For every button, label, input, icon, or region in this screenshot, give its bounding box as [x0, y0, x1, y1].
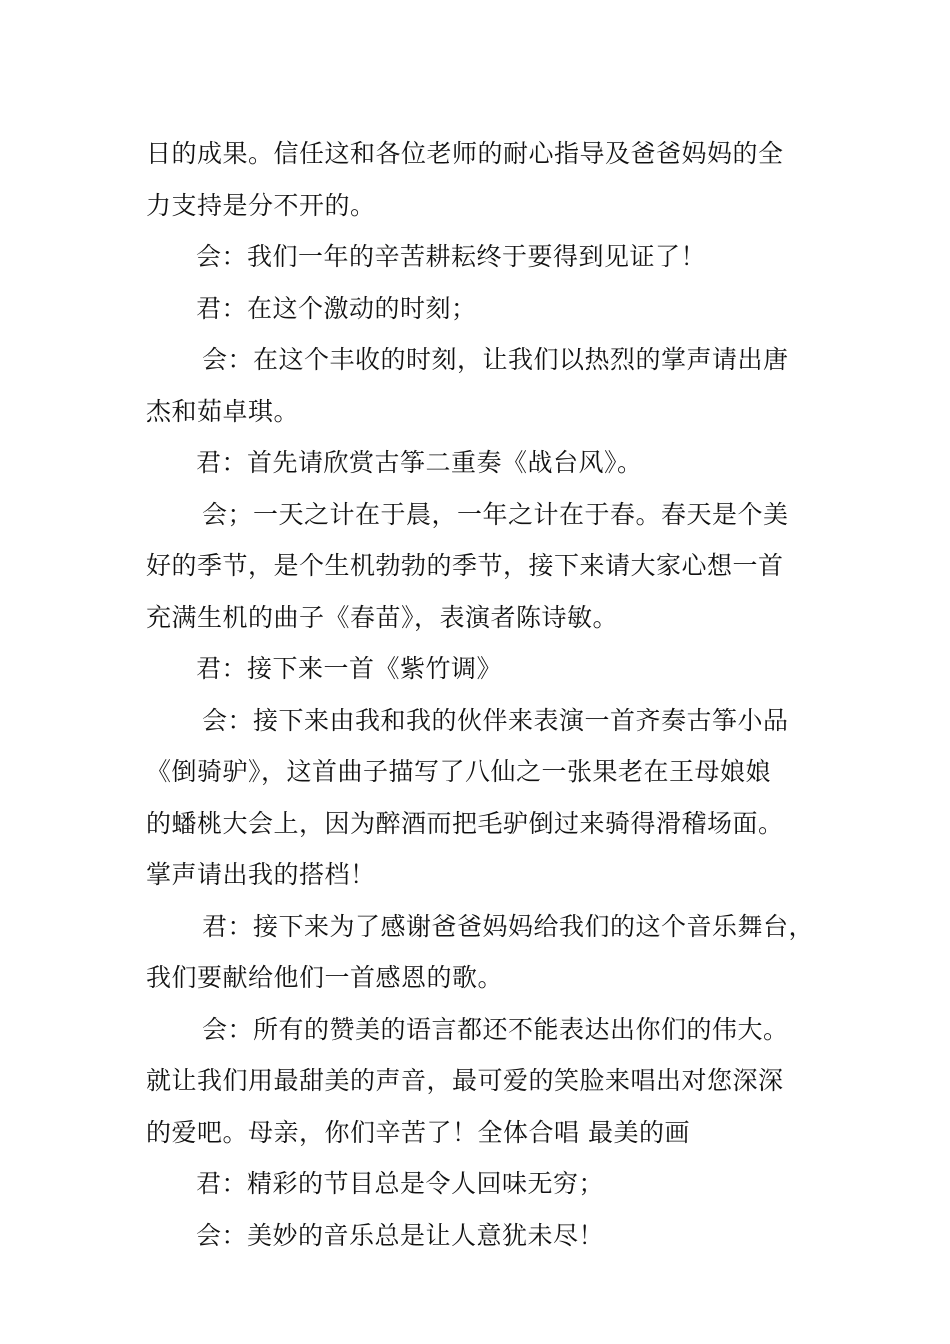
text-line: 的蟠桃大会上，因为醉酒而把毛驴倒过来骑得滑稽场面。: [146, 808, 784, 838]
text-line: 掌声请出我的搭档！: [146, 860, 376, 889]
text-line: 我们要献给他们一首感恩的歌。: [146, 963, 504, 992]
text-line: 君：接下来为了感谢爸爸妈妈给我们的这个音乐舞台，: [202, 911, 815, 941]
text-line: 杰和茹卓琪。: [146, 396, 300, 426]
text-line: 会：所有的赞美的语言都还不能表达出你们的伟大。: [202, 1014, 789, 1044]
text-line: 君：精彩的节目总是令人回味无穷；: [196, 1169, 605, 1198]
text-line: 力支持是分不开的。: [146, 190, 376, 220]
text-line: 会：我们一年的辛苦耕耘终于要得到见证了！: [196, 242, 707, 271]
text-line: 的爱吧。母亲，你们辛苦了！全体合唱 最美的画: [146, 1117, 690, 1147]
text-line: 日的成果。信任这和各位老师的耐心指导及爸爸妈妈的全: [146, 139, 784, 168]
text-line: 会：接下来由我和我的伙伴来表演一首齐奏古筝小品: [202, 705, 789, 735]
text-line: 会：在这个丰收的时刻，让我们以热烈的掌声请出唐: [202, 345, 789, 374]
text-line: 好的季节，是个生机勃勃的季节，接下来请大家心想一首: [146, 551, 784, 580]
text-line: 君：接下来一首《紫竹调》: [196, 654, 503, 683]
text-line: 君：首先请欣赏古筝二重奏《战台风》。: [196, 448, 643, 477]
text-line: 就让我们用最甜美的声音，最可爱的笑脸来唱出对您深深: [146, 1066, 784, 1095]
text-line: 《倒骑驴》，这首曲子描写了八仙之一张果老在王母娘娘: [146, 757, 772, 786]
text-line: 会：美妙的音乐总是让人意犹未尽！: [196, 1220, 605, 1250]
text-line: 会；一天之计在于晨，一年之计在于春。春天是个美: [202, 499, 789, 529]
document-body: [146, 128, 826, 1261]
text-line: 君：在这个激动的时刻；: [196, 293, 477, 323]
text-line: 充满生机的曲子《春苗》，表演者陈诗敏。: [146, 602, 619, 632]
